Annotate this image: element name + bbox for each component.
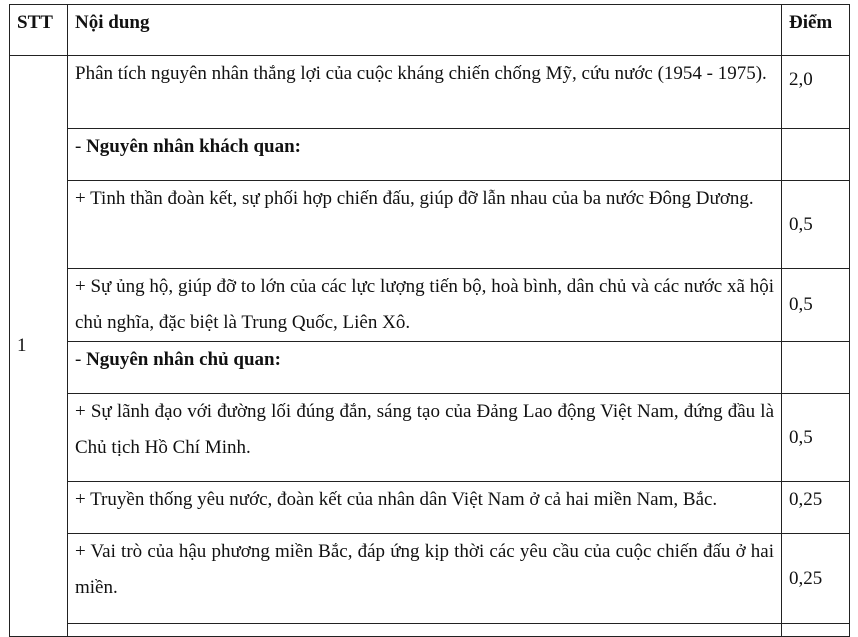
- section-objective: [68, 129, 782, 181]
- item-text: + Tinh thần đoàn kết, sự phối hợp chiến đấu, giúp đỡ lẫn nhau của ba nước Đông Dương.: [68, 181, 782, 269]
- section-row-objective: [10, 129, 850, 181]
- table-row: [10, 269, 850, 342]
- item-text: + Truyền thống yêu nước, đoàn kết của nhân dân Việt Nam ở cả hai miền Nam, Bắc.: [68, 482, 782, 534]
- section-subjective-label: Nguyên nhân chủ quan:: [86, 349, 281, 370]
- question-number: 1: [10, 56, 68, 637]
- question-row: [10, 56, 850, 129]
- header-content: Nội dung: [68, 5, 782, 56]
- table-row: [10, 534, 850, 624]
- section-row-subjective: [10, 342, 850, 394]
- item-score: 0,5: [782, 181, 850, 269]
- header-row: [10, 5, 850, 56]
- continuation-score: [782, 624, 850, 637]
- question-title: Phân tích nguyên nhân thắng lợi của cuộc kháng chiến chống Mỹ, cứu nước (1954 - 1975).: [68, 56, 782, 129]
- continuation-content: [68, 624, 782, 637]
- section-objective-score: [782, 129, 850, 181]
- header-stt: STT: [10, 5, 68, 56]
- item-score: 0,25: [782, 534, 850, 624]
- item-score: 0,5: [782, 394, 850, 482]
- section-objective-prefix: -: [75, 136, 87, 157]
- item-text: + Sự lãnh đạo với đường lối đúng đắn, sáng tạo của Đảng Lao động Việt Nam, đứng đầu là Chủ tịch Hồ Chí Minh.: [68, 394, 782, 482]
- item-text: + Sự ủng hộ, giúp đỡ to lớn của các lực lượng tiến bộ, hoà bình, dân chủ và các nước xã hội chủ nghĩa, đặc biệt là Trung Quốc, Liên Xô.: [68, 269, 782, 342]
- continuation-row: [10, 624, 850, 637]
- section-objective-label: Nguyên nhân khách quan:: [86, 136, 301, 157]
- grading-table: [9, 4, 850, 637]
- question-score: 2,0: [782, 56, 850, 129]
- table-row: [10, 394, 850, 482]
- table-row: [10, 181, 850, 269]
- section-subjective-score: [782, 342, 850, 394]
- item-score: 0,25: [782, 482, 850, 534]
- item-text: + Vai trò của hậu phương miền Bắc, đáp ứng kịp thời các yêu cầu của cuộc chiến đấu ở hai miền.: [68, 534, 782, 624]
- item-score: 0,5: [782, 269, 850, 342]
- section-subjective-prefix: -: [75, 349, 87, 370]
- section-subjective: [68, 342, 782, 394]
- header-score: Điểm: [782, 5, 850, 56]
- table-row: [10, 482, 850, 534]
